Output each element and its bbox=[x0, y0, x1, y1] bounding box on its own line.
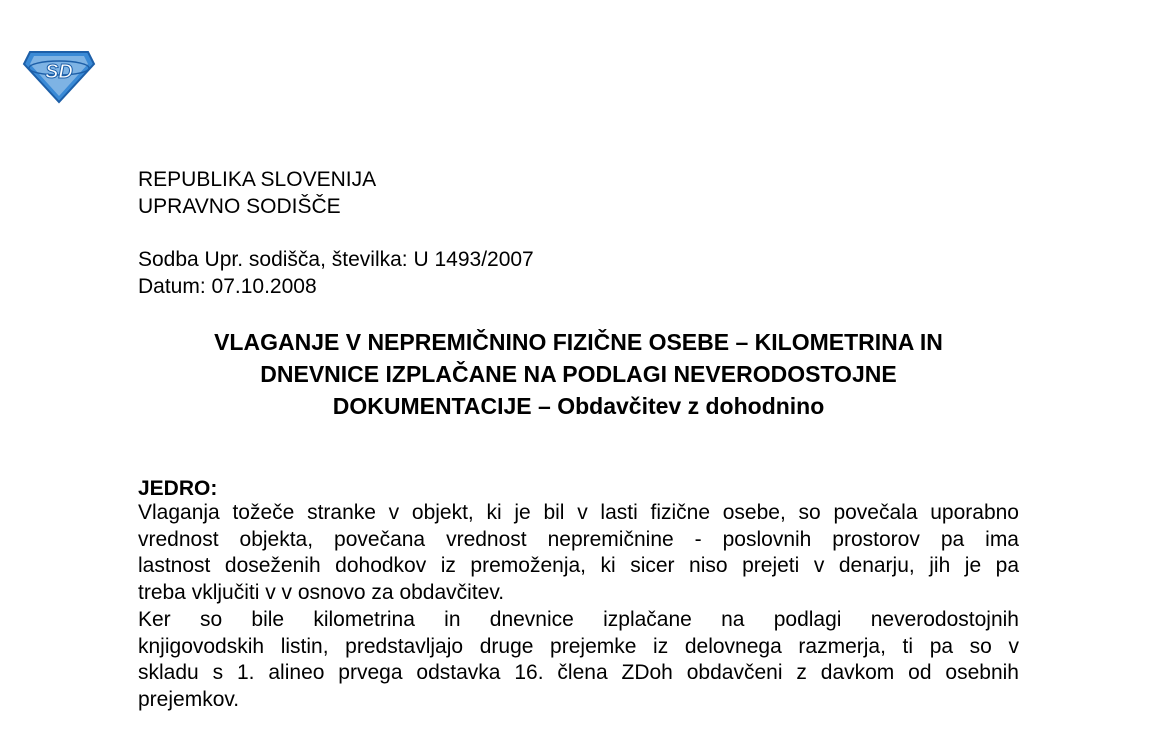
title-line-3 bbox=[138, 390, 1019, 422]
title-subtitle: Obdavčitev z dohodnino bbox=[557, 393, 825, 419]
jedro-paragraph-2 bbox=[138, 607, 1019, 714]
sd-logo-icon bbox=[22, 48, 96, 104]
paragraph-line: vrednost objekta, povečana vrednost nepremičnine - poslovnih prostorov pa ima bbox=[138, 527, 1019, 551]
title-line-1: VLAGANJE V NEPREMIČNINO FIZIČNE OSEBE – KILOMETRINA IN bbox=[214, 329, 943, 355]
title-line-2: DNEVNICE IZPLAČANE NA PODLAGI NEVERODOSTOJNE bbox=[260, 361, 897, 387]
paragraph-line: treba vključiti v v osnovo za obdavčitev. bbox=[138, 581, 505, 605]
svg-text:SD: SD bbox=[45, 61, 73, 83]
court-name: UPRAVNO SODIŠČE bbox=[138, 195, 341, 218]
paragraph-line: knjigovodskih listin, predstavljajo druge prejemke iz delovnega razmerja, ti pa so v bbox=[138, 634, 1019, 658]
case-number: Sodba Upr. sodišča, številka: U 1493/2007 bbox=[138, 248, 534, 271]
jedro-heading: JEDRO: bbox=[138, 477, 218, 500]
case-info bbox=[138, 246, 534, 300]
country-name: REPUBLIKA SLOVENIJA bbox=[138, 168, 377, 191]
paragraph-line: prejemkov. bbox=[138, 688, 240, 712]
document-title bbox=[138, 326, 1019, 422]
paragraph-line: Vlaganja tožeče stranke v objekt, ki je bil v lasti fizične osebe, so povečala uporabno bbox=[138, 501, 1019, 524]
paragraph-line: Ker so bile kilometrina in dnevnice izplačane na podlagi neverodostojnih bbox=[138, 608, 1019, 631]
court-header bbox=[138, 166, 376, 220]
case-date: Datum: 07.10.2008 bbox=[138, 275, 317, 298]
title-line-3-main: DOKUMENTACIJE – bbox=[332, 393, 558, 419]
paragraph-line: lastnost doseženih dohodkov iz premoženja, ki sicer niso prejeti v denarju, jih je pa bbox=[138, 554, 1019, 578]
jedro-paragraph-1 bbox=[138, 500, 1019, 607]
paragraph-line: skladu s 1. alineo prvega odstavka 16. člena ZDoh obdavčeni z davkom od osebnih bbox=[138, 661, 1019, 685]
